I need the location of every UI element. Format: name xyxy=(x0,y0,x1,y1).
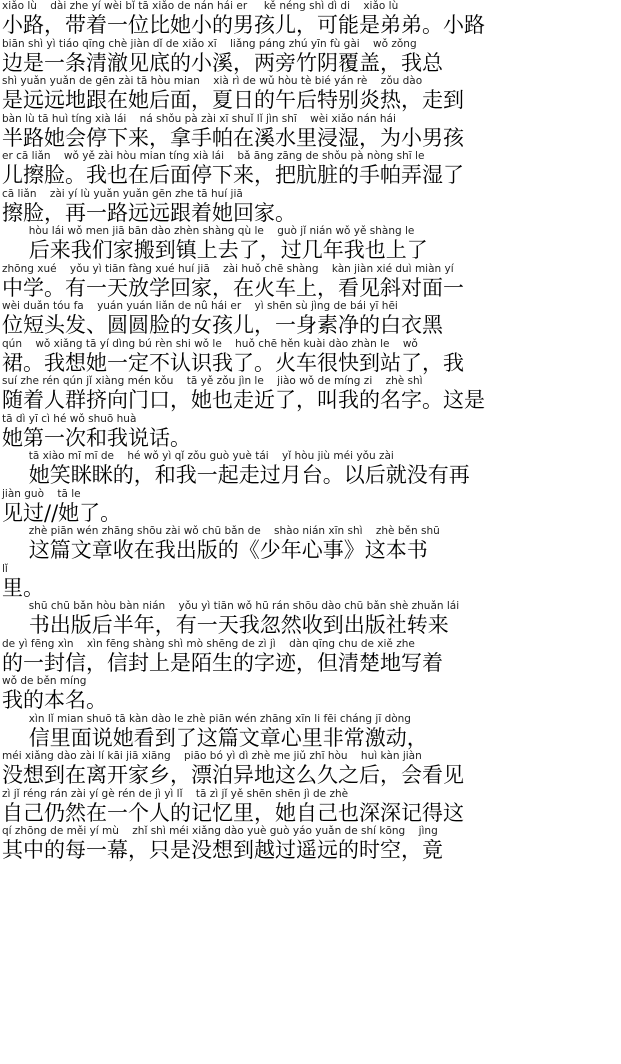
pinyin-row: cā liǎn zài yí lù yuǎn yuǎn gēn zhe tā huí jiā xyxy=(2,187,243,200)
text-line xyxy=(0,563,621,601)
pinyin-row: wǒ de běn míng xyxy=(2,675,87,687)
pinyin-row: de yì fēng xìn xìn fēng shàng shì mò shēng de zì jì dàn qīng chu de xiě zhe xyxy=(2,637,415,650)
hanzi-row: 后来我们家搬到镇上去了，过几年我也上了 xyxy=(2,238,428,262)
pinyin-row: shū chū bǎn hòu bàn nián yǒu yì tiān wǒ hū rán shōu dào chū bǎn shè zhuǎn lái xyxy=(2,600,460,612)
text-line xyxy=(0,825,621,863)
text-line xyxy=(0,0,621,38)
hanzi-row: 边是一条清澈见底的小溪，两旁竹阴覆盖，我总 xyxy=(2,50,443,75)
pinyin-row: er cā liǎn wǒ yě zài hòu mian tíng xià lái bǎ āng zāng de shǒu pà nòng shī le xyxy=(2,150,425,162)
pinyin-row: hòu lái wǒ men jiā bān dào zhèn shàng qù le guò jǐ nián wǒ yě shàng le xyxy=(2,225,415,237)
pinyin-row: xiǎo lù dài zhe yí wèi bǐ tā xiǎo de nán hái er kě néng shì dì di xiǎo lù xyxy=(2,0,399,12)
text-line xyxy=(0,300,621,338)
text-line xyxy=(0,488,621,526)
hanzi-row: 信里面说她看到了这篇文章心里非常激动， xyxy=(2,725,428,750)
text-line xyxy=(0,338,621,376)
text-line xyxy=(0,38,621,76)
pinyin-row: biān shì yì tiáo qīng chè jiàn dǐ de xiǎo xī liǎng páng zhú yīn fù gài wǒ zǒng xyxy=(2,37,417,50)
text-line xyxy=(0,263,621,301)
text-line xyxy=(0,750,621,788)
hanzi-row: 没想到在离开家乡，漂泊异地这么久之后，会看见 xyxy=(2,763,464,787)
text-line xyxy=(0,638,621,676)
pinyin-row: zhōng xué yǒu yì tiān fàng xué huí jiā zài huǒ chē shàng kàn jiàn xié duì miàn yí xyxy=(2,262,454,275)
text-line xyxy=(0,413,621,451)
pinyin-row: xìn lǐ mian shuō tā kàn dào le zhè piān wén zhāng xīn li fēi cháng jī dòng xyxy=(2,712,411,725)
text-line xyxy=(0,713,621,751)
text-line xyxy=(0,225,621,263)
pinyin-row: qún wǒ xiǎng tā yí dìng bú rèn shi wǒ le huǒ chē hěn kuài dào zhàn le wǒ xyxy=(2,337,418,350)
pinyin-row: tā dì yī cì hé wǒ shuō huà xyxy=(2,412,137,425)
pinyin-row: wèi duǎn tóu fa yuán yuán liǎn de nǚ hái er yì shēn sù jìng de bái yī hēi xyxy=(2,300,398,312)
hanzi-row: 儿擦脸。我也在后面停下来，把肮脏的手帕弄湿了 xyxy=(2,163,464,187)
pinyin-row: zì jǐ réng rán zài yí gè rén de jì yì lǐ tā zì jǐ yě shēn shēn jì de zhè xyxy=(2,787,349,800)
hanzi-row: 其中的每一幕，只是没想到越过遥远的时空，竟 xyxy=(2,838,443,862)
hanzi-row: 擦脸，再一路远远跟着她回家。 xyxy=(2,200,296,225)
hanzi-row: 我的本名。 xyxy=(2,688,107,712)
pinyin-row: suí zhe rén qún jǐ xiàng mén kǒu tā yě zǒu jìn le jiào wǒ de míng zi zhè shì xyxy=(2,375,423,387)
text-line xyxy=(0,600,621,638)
text-line xyxy=(0,188,621,226)
hanzi-row: 裙。我想她一定不认识我了。火车很快到站了，我 xyxy=(2,350,464,375)
hanzi-row: 见过//她了。 xyxy=(2,500,122,525)
pinyin-row: lǐ xyxy=(2,562,8,575)
hanzi-row: 小路，带着一位比她小的男孩儿，可能是弟弟。小路 xyxy=(2,13,485,37)
text-line xyxy=(0,525,621,563)
text-line xyxy=(0,150,621,188)
hanzi-row: 半路她会停下来，拿手帕在溪水里浸湿，为小男孩 xyxy=(2,125,464,150)
hanzi-row: 她第一次和我说话。 xyxy=(2,425,191,450)
hanzi-row: 位短头发、圆圆脸的女孩儿，一身素净的白衣黑 xyxy=(2,313,443,337)
pinyin-row: shì yuǎn yuǎn de gēn zài tā hòu mian xià rì de wǔ hòu tè bié yán rè zǒu dào xyxy=(2,75,423,87)
hanzi-row: 的一封信，信封上是陌生的字迹，但清楚地写着 xyxy=(2,650,443,675)
text-line xyxy=(0,788,621,826)
hanzi-row: 中学。有一天放学回家，在火车上，看见斜对面一 xyxy=(2,275,464,300)
hanzi-row: 里。 xyxy=(2,575,44,600)
pinyin-row: tā xiào mī mī de hé wǒ yì qǐ zǒu guò yuè tái yǐ hòu jiù méi yǒu zài xyxy=(2,450,394,462)
hanzi-row: 自己仍然在一个人的记忆里，她自己也深深记得这 xyxy=(2,800,464,825)
pinyin-row: jiàn guò tā le xyxy=(2,487,81,500)
pinyin-row: bàn lù tā huì tíng xià lái ná shǒu pà zài xī shuǐ lǐ jìn shī wèi xiǎo nán hái xyxy=(2,112,396,125)
text-line xyxy=(0,113,621,151)
hanzi-row: 随着人群挤向门口，她也走近了，叫我的名字。这是 xyxy=(2,388,485,412)
pinyin-row: méi xiǎng dào zài lí kāi jiā xiāng piāo bó yì dì zhè me jiǔ zhī hòu huì kàn jiàn xyxy=(2,750,422,762)
pinyin-row: qí zhōng de měi yí mù zhǐ shì méi xiǎng dào yuè guò yáo yuǎn de shí kōng jìng xyxy=(2,825,438,837)
hanzi-row: 这篇文章收在我出版的《少年心事》这本书 xyxy=(2,538,428,562)
hanzi-row: 是远远地跟在她后面，夏日的午后特别炎热，走到 xyxy=(2,88,464,112)
text-line xyxy=(0,450,621,488)
pinyin-row: zhè piān wén zhāng shōu zài wǒ chū bǎn de shào nián xīn shì zhè běn shū xyxy=(2,525,440,537)
text-line xyxy=(0,675,621,713)
text-line xyxy=(0,75,621,113)
hanzi-row: 书出版后半年，有一天我忽然收到出版社转来 xyxy=(2,613,449,637)
text-line xyxy=(0,375,621,413)
hanzi-row: 她笑眯眯的，和我一起走过月台。以后就没有再 xyxy=(2,463,470,487)
